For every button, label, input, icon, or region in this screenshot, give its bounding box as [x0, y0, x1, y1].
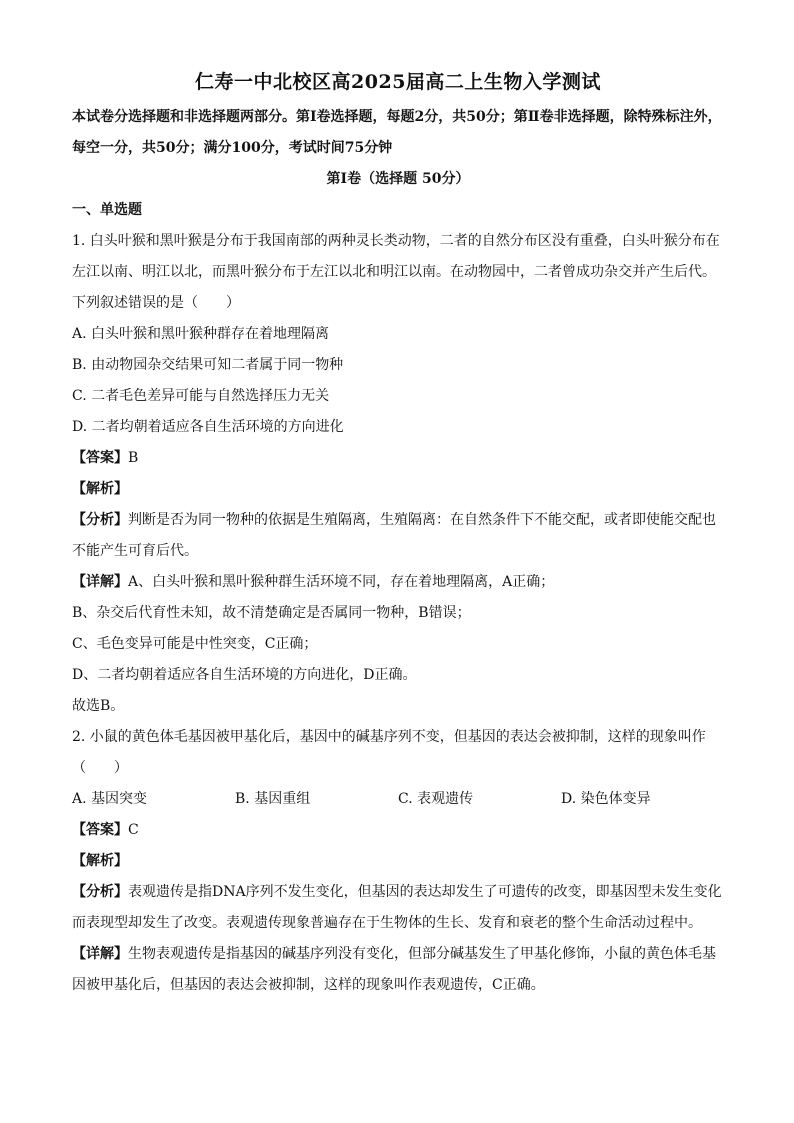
- question-1-stem: 1. 白头叶猴和黑叶猴是分布于我国南部的两种灵长类动物，二者的自然分布区没有重叠，白头叶猴分布在左江以南、明江以北，而黑叶猴分布于左江以北和明江以南。在动物园中，二者曾成功杂交并产生后代。下列叙述错误的是（ ）: [72, 233, 720, 311]
- question-1-answer: [72, 443, 724, 474]
- question-2-options: [72, 784, 724, 815]
- answer-value: C: [128, 822, 139, 838]
- fenxi-text: 表观遗传是指DNA序列不发生变化，但基因的表达却发生了可遗传的改变，即基因型未发生变化而表现型却发生了改变。表观遗传现象普遍存在于生物体的生长、发育和衰老的整个生命活动过程中。: [72, 884, 722, 931]
- detail-tag: 【详解】: [72, 946, 128, 962]
- exam-title: 仁寿一中北校区高2025届高二上生物入学测试: [195, 71, 601, 93]
- question-1-detail-a: [72, 567, 724, 598]
- question-1-analysis-heading: [72, 474, 724, 505]
- question-1-fenxi: [72, 505, 724, 567]
- question-1-option-b: B. 由动物园杂交结果可知二者属于同一物种: [72, 357, 344, 373]
- answer-value: B: [128, 450, 139, 466]
- question-2-option-d: D. 染色体变异: [561, 791, 651, 807]
- question-1-detail-b: B、杂交后代育性未知，故不清楚确定是否属同一物种，B错误；: [72, 605, 471, 621]
- section-title: 第Ⅰ卷（选择题 50分）: [326, 171, 470, 187]
- detail-text: A、白头叶猴和黑叶猴种群生活环境不同，存在着地理隔离，A正确；: [128, 574, 555, 590]
- analysis-tag: 【解析】: [72, 481, 128, 497]
- question-2-option-b: B. 基因重组: [235, 791, 311, 807]
- question-2-analysis-heading: [72, 846, 724, 877]
- question-2-fenxi: [72, 877, 724, 939]
- question-2-option-c: C. 表观遗传: [398, 791, 474, 807]
- question-1-conclusion: 故选B。: [72, 698, 125, 714]
- question-1-detail-c: C、毛色变异可能是中性突变，C正确；: [72, 636, 318, 652]
- exam-intro: 本试卷分选择题和非选择题两部分。第Ⅰ卷选择题，每题2分，共50分；第Ⅱ卷非选择题，除特殊标注外，每空一分，共50分；满分100分，考试时间75分钟: [72, 109, 722, 156]
- part-heading: 一、单选题: [72, 202, 142, 218]
- fenxi-tag: 【分析】: [72, 512, 128, 528]
- question-1-option-d: D. 二者均朝着适应各自生活环境的方向进化: [72, 419, 344, 435]
- question-1-option-a: A. 白头叶猴和黑叶猴种群存在着地理隔离: [72, 326, 330, 342]
- answer-tag: 【答案】: [72, 450, 128, 466]
- exam-page: [72, 68, 724, 1001]
- question-2-detail: [72, 939, 724, 1001]
- analysis-tag: 【解析】: [72, 853, 128, 869]
- detail-text: 生物表观遗传是指基因的碱基序列没有变化，但部分碱基发生了甲基化修饰，小鼠的黄色体毛基因被甲基化后，但基因的表达会被抑制，这样的现象叫作表观遗传，C正确。: [72, 946, 716, 993]
- answer-tag: 【答案】: [72, 822, 128, 838]
- fenxi-text: 判断是否为同一物种的依据是生殖隔离，生殖隔离：在自然条件下不能交配，或者即使能交配也不能产生可育后代。: [72, 512, 716, 559]
- question-1-option-c: C. 二者毛色差异可能与自然选择压力无关: [72, 388, 330, 404]
- question-1: [72, 226, 724, 722]
- question-2: [72, 722, 724, 1001]
- question-2-stem: 2. 小鼠的黄色体毛基因被甲基化后，基因中的碱基序列不变，但基因的表达会被抑制，这样的现象叫作（ ）: [72, 729, 706, 776]
- detail-tag: 【详解】: [72, 574, 128, 590]
- question-1-detail-d: D、二者均朝着适应各自生活环境的方向进化，D正确。: [72, 667, 417, 683]
- question-2-option-a: A. 基因突变: [72, 791, 148, 807]
- fenxi-tag: 【分析】: [72, 884, 128, 900]
- question-2-answer: [72, 815, 724, 846]
